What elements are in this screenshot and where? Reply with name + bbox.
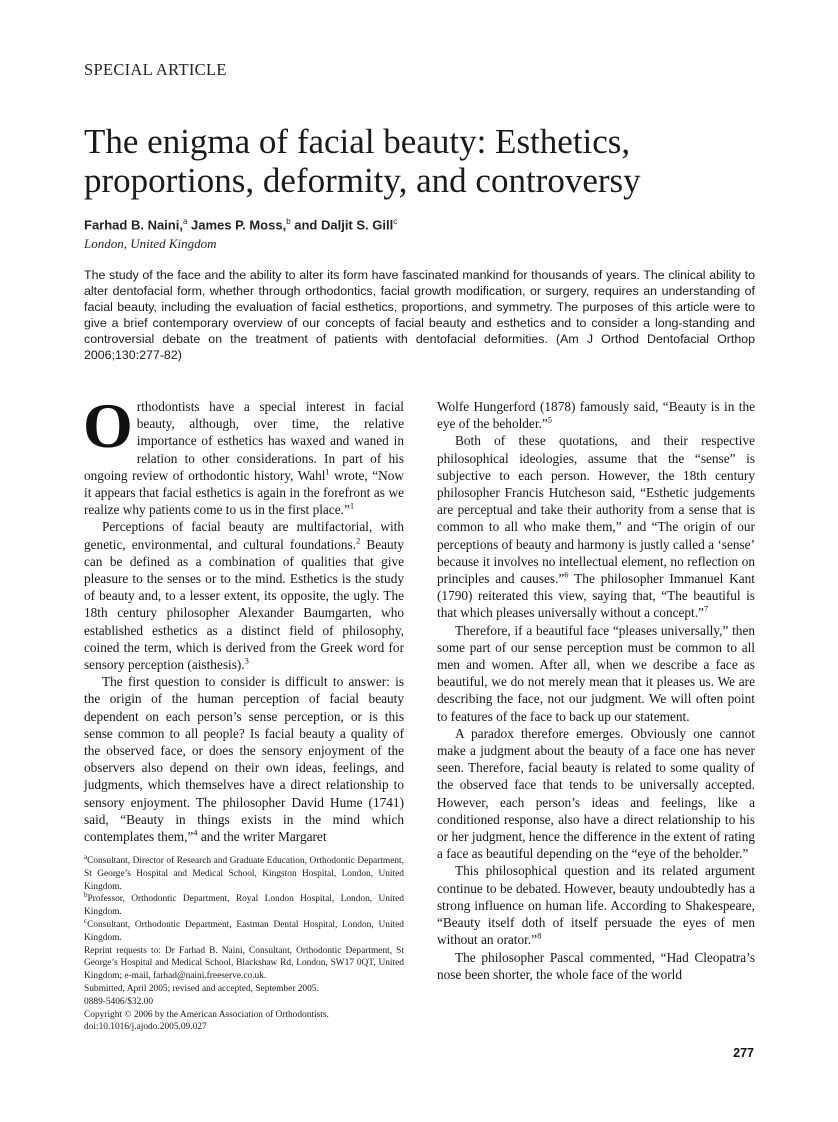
author-affiliation-mark: b bbox=[286, 217, 291, 226]
text-run: Beauty can be defined as a combination of qualities that give pleasure to the senses or to the mind. Esthetics is the study of beauty and, to a lesser extent, its opposite, the ugly. The 18th century philosopher Alexander Baumgarten, who established esthetics as a distinct field of philosophy, coined the term, which is derived from the Greek word for sensory perception (aisthesis). bbox=[84, 536, 404, 673]
footnote-mark: a bbox=[84, 852, 88, 861]
doi: doi:10.1016/j.ajodo.2005.09.027 bbox=[84, 1022, 207, 1033]
footnote-mark: b bbox=[84, 891, 88, 900]
citation-ref: 3 bbox=[244, 655, 249, 666]
citation-ref: 6 bbox=[564, 569, 569, 580]
citation-ref: 5 bbox=[547, 414, 553, 425]
body-column-right bbox=[437, 398, 755, 983]
page-number: 277 bbox=[733, 1046, 754, 1060]
text-run: wrote, “Now it appears that facial esthetics is again in the forefront as we realize why patients come to us in the first place.” bbox=[84, 467, 404, 518]
author-location: London, United Kingdom bbox=[84, 236, 217, 251]
footnote-text: Consultant, Orthodontic Department, Eastman Dental Hospital, London, United Kingdom. bbox=[84, 919, 404, 943]
paragraph bbox=[84, 673, 404, 845]
paragraph: The philosopher Pascal commented, “Had Cleopatra’s nose been shorter, the whole face of the world bbox=[437, 949, 755, 982]
paragraph: Therefore, if a beautiful face “pleases universally,” then some part of our sense perception must be common to all men and women. After all, when we describe a face as beautiful, we do not merely mean that it pleases us. We are describing the face, not our judgment. We will often point to features of the face to back up our statement. bbox=[437, 622, 755, 724]
text-run: and the writer Margaret bbox=[197, 829, 327, 845]
paragraph bbox=[437, 862, 755, 948]
citation-ref: 8 bbox=[537, 930, 542, 941]
paragraph bbox=[437, 398, 755, 432]
paragraph: A paradox therefore emerges. Obviously one cannot make a judgment about the beauty of a face one has never seen. Therefore, facial beauty is related to some quality of the observed face that tends to be universally accepted. However, each person’s ideas and feelings, like a conditioned response, also have a direct relationship to his or her judgment, hence the difference in the extent of rating a face as beautiful depending on the “eye of the beholder.” bbox=[437, 725, 755, 862]
author-affiliation-mark: a bbox=[182, 217, 188, 226]
citation-ref: 1 bbox=[325, 466, 330, 477]
reprint-request: Reprint requests to: Dr Farhad B. Naini, Consultant, Orthodontic Department, St George’s Hospital and Medical School, Blackshaw Rd, London, SW17 0QT, United Kingdom; e-mail, farhad@naini.freeserve.co.uk. bbox=[84, 945, 404, 982]
submission-dates: Submitted, April 2005; revised and accepted, September 2005. bbox=[84, 983, 319, 994]
footnote-text: Consultant, Director of Research and Graduate Education, Orthodontic Department, St George’s Hospital and Medical School, Kingston Hospital, London, United Kingdom. bbox=[84, 856, 404, 892]
text-run: Both of these quotations, and their respective philosophical ideologies, assume that the “sense” is subjective to each person. However, the 18th century philosopher Francis Hutcheson said, “Esthetic judgements are perceptual and take their authority from a sense that is common to all who make them,” and “The origin of our perceptions of beauty and harmony is justly called a ‘sense’ because it involves no intellectual element, no reflection on principles and causes.” bbox=[437, 433, 755, 587]
citation-ref: 4 bbox=[193, 827, 198, 838]
text-run: Wolfe Hungerford (1878) famously said, “Beauty is in the eye of the beholder.” bbox=[437, 399, 755, 432]
footnote-mark: c bbox=[84, 916, 88, 925]
footnote-text: Professor, Orthodontic Department, Royal London Hospital, London, United Kingdom. bbox=[84, 894, 404, 918]
paragraph bbox=[83, 390, 404, 518]
abstract: The study of the face and the ability to alter its form have fascinated mankind for thousands of years. The clinical ability to alter dentofacial form, whether through orthodontics, facial growth modification, or surgery, requires an understanding of facial beauty, including the evaluation of facial esthetics, proportions, and symmetry. The purposes of this article were to give a brief contemporary overview of our concepts of facial beauty and esthetics and to consider a long-standing and controversial debate on the treatment of patients with dentofacial deformities. (Am J Orthod Dentofacial Orthop 2006;130:277-82) bbox=[84, 268, 755, 362]
text-run: The philosopher Immanuel Kant (1790) reiterated this view, saying that, “The beautiful is that which pleases universally without a concept.” bbox=[437, 571, 755, 621]
footnote bbox=[84, 893, 404, 919]
author-name: and Daljit S. Gill bbox=[290, 217, 394, 233]
author-name: James P. Moss, bbox=[187, 217, 287, 233]
footnote bbox=[84, 852, 404, 893]
text-run: This philosophical question and its related argument continue to be debated. However, beauty undoubtedly has a strong influence on human life. According to Shakespeare, “Beauty itself doth of itself persuade the eyes of men without an orator.” bbox=[437, 863, 755, 948]
section-label: SPECIAL ARTICLE bbox=[84, 60, 227, 79]
body-column-left bbox=[83, 390, 404, 845]
footnote bbox=[84, 916, 404, 945]
article-title bbox=[84, 122, 764, 200]
citation-ref: 7 bbox=[703, 604, 709, 615]
text-run: rthodontists have a special interest in facial beauty, although, over time, the relative importance of esthetics has waxed and waned in relation to other considerations. In part of his ongoing review of orthodontic history, Wahl bbox=[84, 399, 404, 483]
citation-ref: 1 bbox=[349, 500, 355, 511]
paragraph bbox=[437, 432, 755, 621]
title-line: The enigma of facial beauty: Esthetics, bbox=[84, 122, 631, 161]
author-name: Farhad B. Naini, bbox=[84, 217, 183, 233]
copyright: Copyright © 2006 by the American Association of Orthodontists. bbox=[84, 1009, 329, 1020]
text-run: Perceptions of facial beauty are multifactorial, with genetic, environmental, and cultural foundations. bbox=[84, 519, 404, 552]
title-line: proportions, deformity, and controversy bbox=[84, 161, 641, 200]
citation-ref: 2 bbox=[356, 535, 361, 546]
paragraph bbox=[84, 518, 404, 673]
issn: 0889-5406/$32.00 bbox=[84, 996, 154, 1007]
affiliation-footnotes bbox=[84, 852, 404, 1034]
drop-cap: O bbox=[83, 390, 133, 461]
author-affiliation-mark: c bbox=[393, 217, 398, 226]
author-list bbox=[84, 217, 397, 232]
text-run: The first question to consider is difficult to answer: is the origin of the human perception of facial beauty dependent on each person’s sense perception, or is this sense common to all people? Is facial beauty a quality of the observed face, or does the sensory enjoyment of the observers also depend on their own ideas, feelings, and judgments, which themselves have a direct relationship to sensory enjoyment. The philosopher David Hume (1741) said, “Beauty in things exists in the mind which contemplates them,” bbox=[84, 674, 404, 845]
